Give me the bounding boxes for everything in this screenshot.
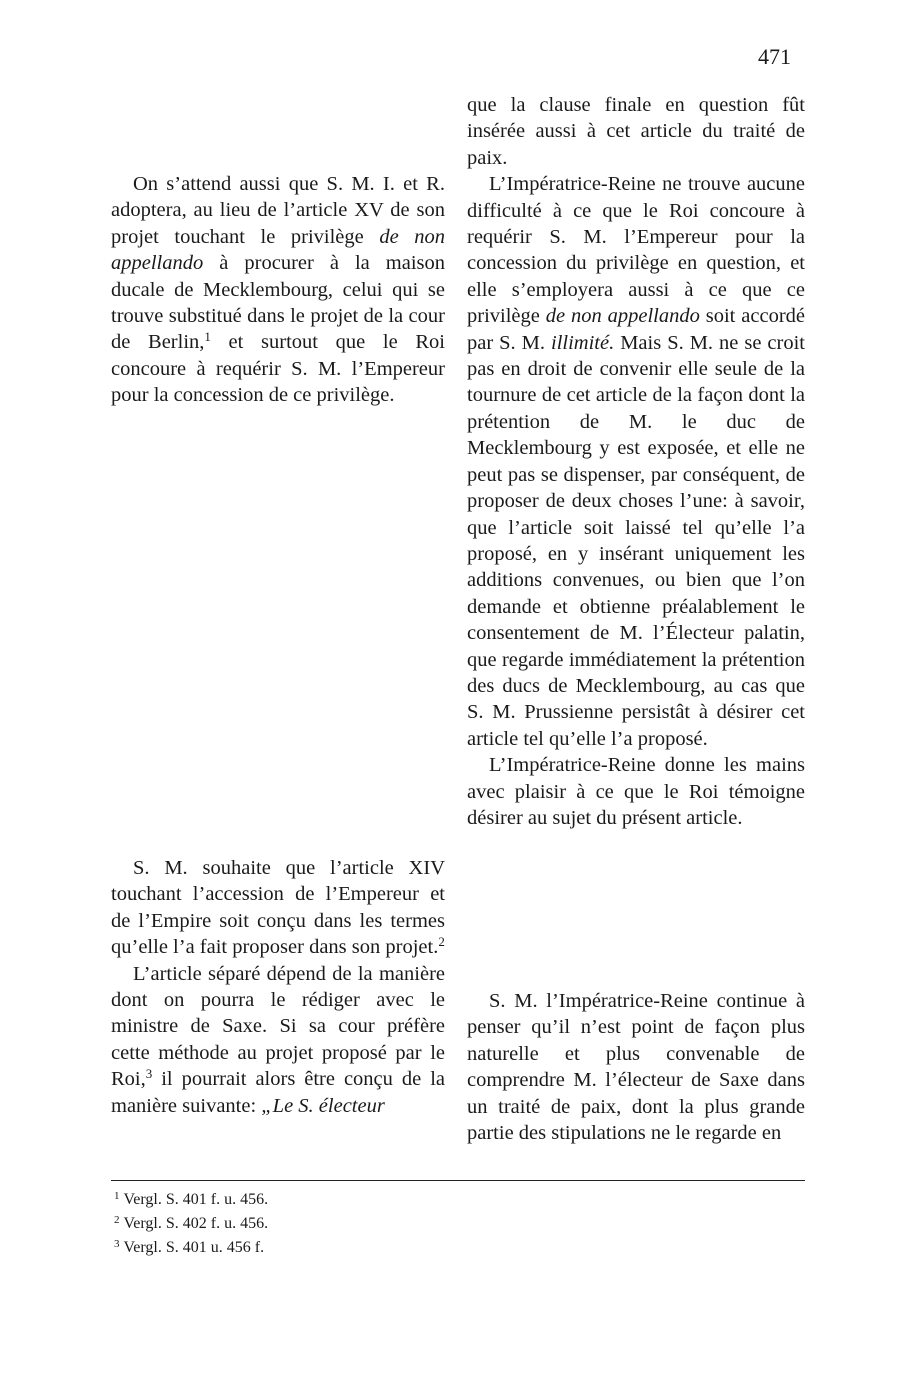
page-number: 471 <box>758 44 791 69</box>
footnote: $^2$ Vergl. S. 402 f. u. 456. <box>114 1214 269 1232</box>
footnotes <box>114 1186 268 1258</box>
right-column-block-2 <box>467 988 805 1146</box>
paragraph: L’article séparé dépend de la manière dont on pourra le rédiger avec le ministre de Saxe. Si sa cour préfère cette méthode au projet proposé par le Roi,$^3$ il pourrait alors être conçu de la manière suivante: „Le S. électeur <box>111 962 445 1117</box>
left-column-block-2 <box>111 855 445 1119</box>
paragraph: S. M. souhaite que l’article XIV touchant l’accession de l’Empereur et de l’Empire soit conçu dans les termes qu’elle l’a fait proposer dans son projet.$^2$ <box>111 857 445 959</box>
paragraph: L’Impératrice-Reine donne les mains avec plaisir à ce que le Roi témoigne désirer au sujet du présent article. <box>467 754 805 829</box>
paragraph: L’Impératrice-Reine ne trouve aucune difficulté à ce que le Roi concoure à requérir S. M. l’Empereur pour la concession du privilège en question, et elle s’employera aussi à ce que ce privilège de non appellando soit accordé par S. M. illimité. Mais S. M. ne se croit pas en droit de convenir elle seule de la tournure de cet article de la façon dont la prétention de M. le duc de Mecklembourg y est exposée, et elle ne peut pas se dispenser, par conséquent, de proposer de deux choses l’une: à savoir, que l’article soit laissé tel qu’elle l’a proposé, en y insérant uniquement les additions convenues, ou bien que l’on demande et obtienne préalablement le consentement de M. l’Électeur palatin, que regarde immédiatement la prétention des ducs de Mecklembourg, au cas que S. M. Prussienne persistât à désirer cet article tel qu’elle l’a proposé. <box>467 173 805 750</box>
footnote: $^3$ Vergl. S. 401 u. 456 f. <box>114 1238 265 1256</box>
footnote-divider <box>111 1180 805 1181</box>
right-column-block-1 <box>467 92 805 831</box>
left-column-block-1 <box>111 171 445 409</box>
footnote-ref: 3 <box>145 1066 153 1082</box>
footnote-ref: 1 <box>204 329 211 345</box>
paragraph: que la clause finale en question fût insérée aussi à cet article du traité de paix. <box>467 94 805 169</box>
paragraph: On s’attend aussi que S. M. I. et R. adoptera, au lieu de l’article XV de son projet touchant le privilège de non appellando à procurer à la maison ducale de Mecklembourg, celui qui se trouve substitué dans le projet de la cour de Berlin,$^1$ et surtout que le Roi concoure à requérir S. M. l’Empereur pour la concession de ce privilège. <box>111 173 445 407</box>
paragraph: S. M. l’Impératrice-Reine continue à penser qu’il n’est point de façon plus naturelle et plus convenable de comprendre M. l’électeur de Saxe dans un traité de paix, dont la plus grande partie des stipulations ne le regarde en <box>467 990 805 1145</box>
footnote-ref: 2 <box>438 934 445 950</box>
footnote: $^1$ Vergl. S. 401 f. u. 456. <box>114 1190 269 1208</box>
